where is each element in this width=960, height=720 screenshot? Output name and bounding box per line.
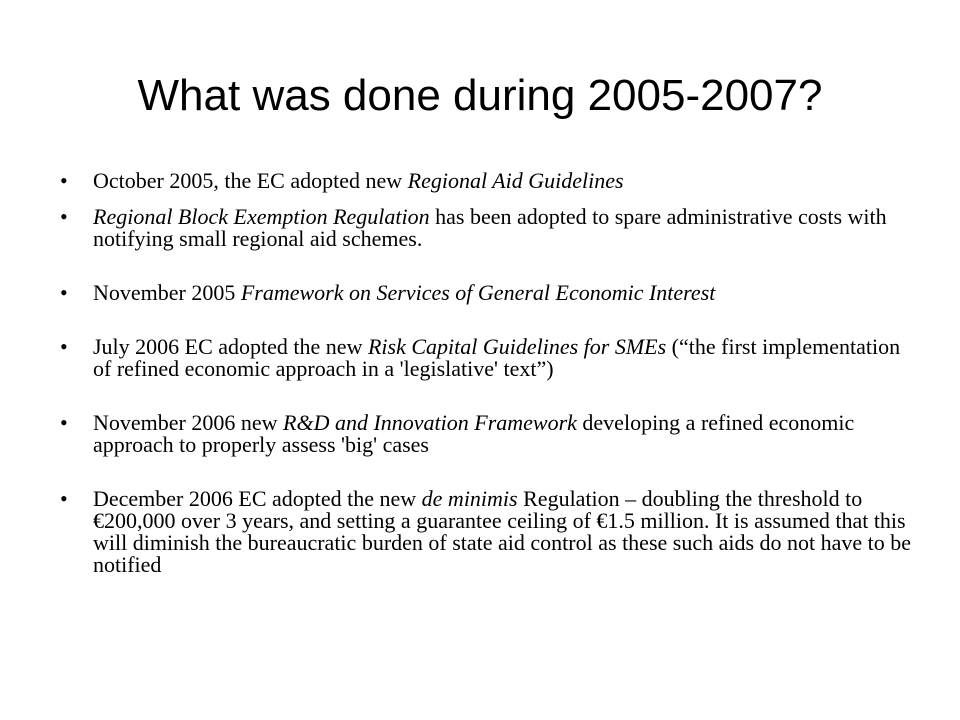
bullet-text-segment: November 2006 new xyxy=(93,410,284,435)
bullet-text-segment: July 2006 EC adopted the new xyxy=(93,334,368,359)
bullet-item-block-exemption xyxy=(60,206,920,250)
bullet-text-segment: developing a refined economic approach to properly assess 'big' cases xyxy=(93,410,855,457)
bullet-text-segment: Regulation – doubling the threshold to €200,000 over 3 years, and setting a guarantee ceiling of €1.5 million. It is assumed that this will diminish the bureaucratic burden of state aid control as these such aids do not have to be notified xyxy=(93,486,912,577)
bullet-icon: • xyxy=(60,168,68,193)
bullet-icon: • xyxy=(60,486,68,511)
bullet-item-risk-capital xyxy=(60,336,920,380)
bullet-text-segment-italic: Framework on Services of General Economic Interest xyxy=(240,280,716,305)
bullet-text-segment-italic: Risk Capital Guidelines for SMEs xyxy=(367,334,667,359)
bullet-text-segment: November 2005 xyxy=(93,280,241,305)
bullet-text-segment-italic: R&D and Innovation Framework xyxy=(283,410,577,435)
slide-title: What was done during 2005-2007? xyxy=(137,71,823,120)
bullet-text xyxy=(93,170,920,192)
bullet-icon: • xyxy=(60,204,68,229)
bullet-text-segment-italic: Regional Aid Guidelines xyxy=(407,168,624,193)
bullet-icon: • xyxy=(60,334,68,359)
bullet-text xyxy=(93,336,920,380)
bullet-item-rdi-framework xyxy=(60,412,920,456)
bullet-text xyxy=(93,206,920,250)
bullet-item-sgei-framework xyxy=(60,282,920,304)
bullet-icon: • xyxy=(60,280,68,305)
bullet-text-segment: December 2006 EC adopted the new xyxy=(93,486,422,511)
bullet-list xyxy=(60,170,920,576)
bullet-text-segment-italic: Regional Block Exemption Regulation xyxy=(93,204,430,229)
bullet-icon: • xyxy=(60,410,68,435)
bullet-text-segment: (“the first implementation of refined economic approach in a 'legislative' text”) xyxy=(93,334,901,381)
bullet-text xyxy=(93,488,920,576)
bullet-text-segment-italic: de minimis xyxy=(421,486,518,511)
bullet-text xyxy=(93,282,920,304)
bullet-text-segment: October 2005, the EC adopted new xyxy=(93,168,408,193)
bullet-text xyxy=(93,412,920,456)
bullet-item-de-minimis xyxy=(60,488,920,576)
bullet-text-segment: has been adopted to spare administrative costs with notifying small regional aid schemes. xyxy=(93,204,887,251)
bullet-item-regional-aid-guidelines xyxy=(60,170,920,192)
